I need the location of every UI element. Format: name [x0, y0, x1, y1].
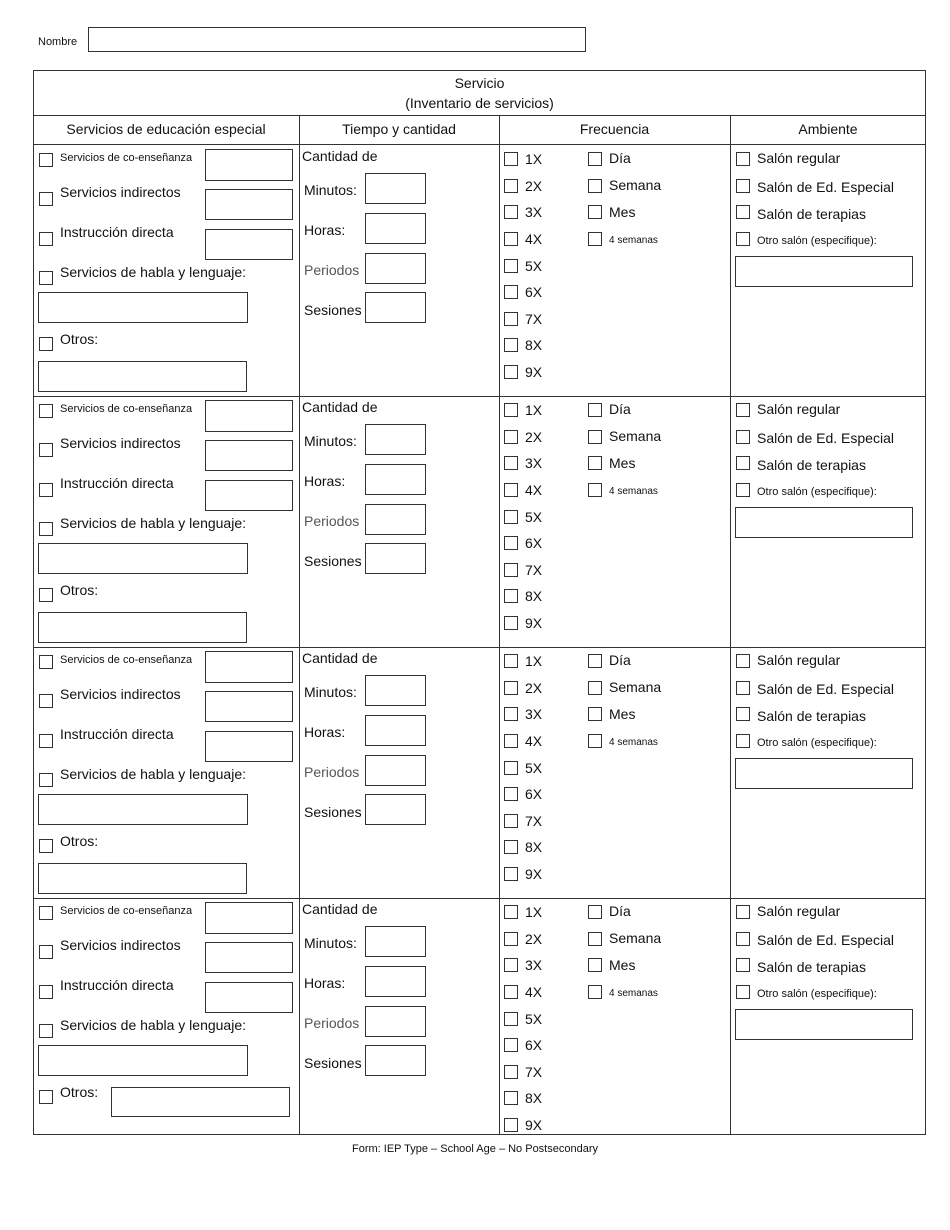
speech-checkbox[interactable]: [39, 522, 53, 536]
direct-input[interactable]: [205, 982, 293, 1013]
freq-9x-checkbox[interactable]: [504, 1118, 518, 1132]
unit-month-checkbox[interactable]: [588, 205, 602, 219]
freq-6x-label: 6X: [525, 284, 543, 300]
indirect-label: Servicios indirectos: [60, 184, 181, 200]
speech-label: Servicios de habla y lenguaje:: [60, 1017, 247, 1033]
unit-month-label: Mes: [609, 957, 636, 973]
coteaching-checkbox[interactable]: [39, 153, 53, 167]
service-block: [0, 899, 950, 1150]
setting-other-input[interactable]: [735, 758, 913, 789]
minutes-input[interactable]: [365, 926, 426, 957]
hours-label: Horas:: [304, 222, 346, 238]
sessions-label: Sesiones: [304, 553, 362, 569]
speech-checkbox[interactable]: [39, 1024, 53, 1038]
freq-7x-label: 7X: [525, 1064, 543, 1080]
amount-label: Cantidad de: [302, 901, 378, 917]
freq-5x-checkbox[interactable]: [504, 510, 518, 524]
freq-7x-checkbox[interactable]: [504, 312, 518, 326]
name-input[interactable]: [88, 27, 586, 52]
setting-regular-checkbox[interactable]: [736, 905, 750, 919]
freq-8x-checkbox[interactable]: [504, 1091, 518, 1105]
freq-1x-label: 1X: [525, 151, 543, 167]
indirect-input[interactable]: [205, 942, 293, 973]
minutes-label: Minutos:: [304, 684, 357, 700]
header-divider: [33, 115, 926, 116]
setting-other-input[interactable]: [735, 256, 913, 287]
column-header-setting: Ambiente: [798, 121, 858, 137]
setting-other-label: Otro salón (especifique):: [757, 486, 877, 498]
speech-label: Servicios de habla y lenguaje:: [60, 766, 247, 782]
setting-therapy-label: Salón de terapias: [757, 708, 866, 724]
direct-label: Instrucción directa: [60, 726, 174, 742]
freq-2x-checkbox[interactable]: [504, 681, 518, 695]
freq-9x-checkbox[interactable]: [504, 616, 518, 630]
freq-2x-checkbox[interactable]: [504, 430, 518, 444]
freq-2x-checkbox[interactable]: [504, 932, 518, 946]
freq-3x-checkbox[interactable]: [504, 958, 518, 972]
coteaching-checkbox[interactable]: [39, 655, 53, 669]
freq-6x-checkbox[interactable]: [504, 285, 518, 299]
column-header-time: Tiempo y cantidad: [342, 121, 456, 137]
setting-other-checkbox[interactable]: [736, 985, 750, 999]
unit-week-checkbox[interactable]: [588, 681, 602, 695]
direct-input[interactable]: [205, 480, 293, 511]
direct-input[interactable]: [205, 731, 293, 762]
freq-9x-label: 9X: [525, 1117, 543, 1133]
unit-week-checkbox[interactable]: [588, 932, 602, 946]
freq-9x-checkbox[interactable]: [504, 365, 518, 379]
freq-9x-label: 9X: [525, 866, 543, 882]
setting-sped-checkbox[interactable]: [736, 430, 750, 444]
setting-regular-checkbox[interactable]: [736, 152, 750, 166]
sessions-label: Sesiones: [304, 302, 362, 318]
setting-sped-label: Salón de Ed. Especial: [757, 179, 894, 195]
setting-regular-label: Salón regular: [757, 652, 841, 668]
periods-input[interactable]: [365, 1006, 426, 1037]
setting-sped-label: Salón de Ed. Especial: [757, 430, 894, 446]
others-checkbox[interactable]: [39, 1090, 53, 1104]
setting-sped-checkbox[interactable]: [736, 681, 750, 695]
coteaching-input[interactable]: [205, 651, 293, 683]
freq-7x-label: 7X: [525, 813, 543, 829]
freq-3x-checkbox[interactable]: [504, 456, 518, 470]
hours-label: Horas:: [304, 724, 346, 740]
setting-other-checkbox[interactable]: [736, 232, 750, 246]
speech-input[interactable]: [38, 292, 248, 323]
direct-checkbox[interactable]: [39, 734, 53, 748]
hours-label: Horas:: [304, 473, 346, 489]
setting-regular-label: Salón regular: [757, 903, 841, 919]
freq-1x-checkbox[interactable]: [504, 152, 518, 166]
freq-4x-label: 4X: [525, 231, 543, 247]
periods-label: Periodos: [304, 262, 360, 278]
freq-4x-checkbox[interactable]: [504, 483, 518, 497]
freq-8x-label: 8X: [525, 588, 543, 604]
sessions-input[interactable]: [365, 1045, 426, 1076]
freq-6x-checkbox[interactable]: [504, 1038, 518, 1052]
minutes-label: Minutos:: [304, 182, 357, 198]
setting-regular-label: Salón regular: [757, 401, 841, 417]
periods-label: Periodos: [304, 764, 360, 780]
speech-label: Servicios de habla y lenguaje:: [60, 264, 247, 280]
column-header-services: Servicios de educación especial: [66, 121, 266, 137]
unit-day-label: Día: [609, 401, 631, 417]
unit-4weeks-checkbox[interactable]: [588, 734, 602, 748]
hours-input[interactable]: [365, 213, 426, 244]
service-block: [0, 397, 950, 648]
direct-label: Instrucción directa: [60, 977, 174, 993]
minutes-input[interactable]: [365, 424, 426, 455]
coteaching-checkbox[interactable]: [39, 404, 53, 418]
column-header-frequency: Frecuencia: [579, 121, 650, 137]
freq-9x-label: 9X: [525, 615, 543, 631]
form-footer: Form: IEP Type – School Age – No Postsecondary: [351, 1143, 598, 1155]
others-input[interactable]: [38, 612, 247, 643]
unit-4weeks-label: 4 semanas: [609, 235, 658, 246]
unit-week-label: Semana: [609, 930, 662, 946]
sessions-input[interactable]: [365, 292, 426, 323]
freq-3x-label: 3X: [525, 957, 543, 973]
direct-checkbox[interactable]: [39, 985, 53, 999]
table-subtitle: (Inventario de servicios): [405, 95, 554, 111]
freq-9x-checkbox[interactable]: [504, 867, 518, 881]
coteaching-input[interactable]: [205, 400, 293, 432]
coteaching-input[interactable]: [205, 902, 293, 934]
amount-label: Cantidad de: [302, 650, 378, 666]
indirect-checkbox[interactable]: [39, 694, 53, 708]
unit-4weeks-checkbox[interactable]: [588, 985, 602, 999]
others-label: Otros:: [60, 582, 99, 598]
setting-sped-label: Salón de Ed. Especial: [757, 681, 894, 697]
direct-label: Instrucción directa: [60, 475, 174, 491]
coteaching-label: Servicios de co-enseñanza: [60, 403, 193, 415]
unit-day-checkbox[interactable]: [588, 403, 602, 417]
freq-3x-label: 3X: [525, 706, 543, 722]
setting-sped-checkbox[interactable]: [736, 179, 750, 193]
freq-1x-checkbox[interactable]: [504, 905, 518, 919]
freq-4x-label: 4X: [525, 482, 543, 498]
others-checkbox[interactable]: [39, 337, 53, 351]
freq-2x-checkbox[interactable]: [504, 179, 518, 193]
direct-checkbox[interactable]: [39, 483, 53, 497]
unit-4weeks-label: 4 semanas: [609, 486, 658, 497]
unit-4weeks-checkbox[interactable]: [588, 232, 602, 246]
freq-3x-label: 3X: [525, 455, 543, 471]
indirect-checkbox[interactable]: [39, 192, 53, 206]
freq-5x-checkbox[interactable]: [504, 1012, 518, 1026]
direct-checkbox[interactable]: [39, 232, 53, 246]
periods-label: Periodos: [304, 1015, 360, 1031]
indirect-label: Servicios indirectos: [60, 937, 181, 953]
freq-1x-checkbox[interactable]: [504, 654, 518, 668]
sessions-label: Sesiones: [304, 1055, 362, 1071]
freq-4x-label: 4X: [525, 733, 543, 749]
freq-6x-label: 6X: [525, 535, 543, 551]
setting-therapy-checkbox[interactable]: [736, 456, 750, 470]
freq-4x-checkbox[interactable]: [504, 734, 518, 748]
minutes-label: Minutos:: [304, 433, 357, 449]
amount-label: Cantidad de: [302, 399, 378, 415]
setting-other-input[interactable]: [735, 507, 913, 538]
unit-4weeks-label: 4 semanas: [609, 737, 658, 748]
periods-input[interactable]: [365, 755, 426, 786]
setting-regular-checkbox[interactable]: [736, 403, 750, 417]
indirect-input[interactable]: [205, 691, 293, 722]
speech-checkbox[interactable]: [39, 773, 53, 787]
unit-month-label: Mes: [609, 455, 636, 471]
periods-input[interactable]: [365, 504, 426, 535]
unit-day-checkbox[interactable]: [588, 905, 602, 919]
sessions-label: Sesiones: [304, 804, 362, 820]
setting-therapy-checkbox[interactable]: [736, 707, 750, 721]
unit-4weeks-checkbox[interactable]: [588, 483, 602, 497]
freq-5x-label: 5X: [525, 258, 543, 274]
unit-week-label: Semana: [609, 428, 662, 444]
setting-sped-label: Salón de Ed. Especial: [757, 932, 894, 948]
speech-label: Servicios de habla y lenguaje:: [60, 515, 247, 531]
setting-other-checkbox[interactable]: [736, 483, 750, 497]
unit-day-checkbox[interactable]: [588, 654, 602, 668]
unit-week-checkbox[interactable]: [588, 179, 602, 193]
hours-input[interactable]: [365, 464, 426, 495]
others-label: Otros:: [60, 331, 99, 347]
freq-4x-checkbox[interactable]: [504, 985, 518, 999]
freq-8x-label: 8X: [525, 1090, 543, 1106]
name-label: Nombre: [38, 36, 78, 48]
periods-input[interactable]: [365, 253, 426, 284]
unit-month-label: Mes: [609, 706, 636, 722]
freq-9x-label: 9X: [525, 364, 543, 380]
hours-label: Horas:: [304, 975, 346, 991]
others-input[interactable]: [111, 1087, 290, 1117]
setting-therapy-checkbox[interactable]: [736, 205, 750, 219]
others-label: Otros:: [60, 1084, 99, 1100]
setting-therapy-label: Salón de terapias: [757, 206, 866, 222]
coteaching-checkbox[interactable]: [39, 906, 53, 920]
others-checkbox[interactable]: [39, 839, 53, 853]
freq-7x-label: 7X: [525, 311, 543, 327]
freq-7x-checkbox[interactable]: [504, 563, 518, 577]
freq-5x-checkbox[interactable]: [504, 761, 518, 775]
setting-regular-checkbox[interactable]: [736, 654, 750, 668]
freq-7x-checkbox[interactable]: [504, 1065, 518, 1079]
freq-6x-label: 6X: [525, 786, 543, 802]
unit-week-label: Semana: [609, 177, 662, 193]
direct-label: Instrucción directa: [60, 224, 174, 240]
unit-week-checkbox[interactable]: [588, 430, 602, 444]
indirect-checkbox[interactable]: [39, 443, 53, 457]
column-header-divider: [33, 144, 926, 145]
freq-3x-checkbox[interactable]: [504, 205, 518, 219]
setting-therapy-label: Salón de terapias: [757, 959, 866, 975]
unit-day-label: Día: [609, 150, 631, 166]
coteaching-input[interactable]: [205, 149, 293, 181]
hours-input[interactable]: [365, 966, 426, 997]
speech-input[interactable]: [38, 1045, 248, 1076]
hours-input[interactable]: [365, 715, 426, 746]
freq-8x-checkbox[interactable]: [504, 589, 518, 603]
others-input[interactable]: [38, 361, 247, 392]
unit-day-label: Día: [609, 652, 631, 668]
freq-1x-label: 1X: [525, 653, 543, 669]
freq-2x-label: 2X: [525, 178, 543, 194]
freq-5x-label: 5X: [525, 760, 543, 776]
speech-checkbox[interactable]: [39, 271, 53, 285]
amount-label: Cantidad de: [302, 148, 378, 164]
minutes-input[interactable]: [365, 675, 426, 706]
setting-sped-checkbox[interactable]: [736, 932, 750, 946]
setting-therapy-checkbox[interactable]: [736, 958, 750, 972]
unit-month-checkbox[interactable]: [588, 958, 602, 972]
minutes-input[interactable]: [365, 173, 426, 204]
coteaching-label: Servicios de co-enseñanza: [60, 905, 193, 917]
freq-2x-label: 2X: [525, 680, 543, 696]
coteaching-label: Servicios de co-enseñanza: [60, 152, 193, 164]
setting-other-label: Otro salón (especifique):: [757, 988, 877, 1000]
freq-8x-label: 8X: [525, 839, 543, 855]
freq-7x-checkbox[interactable]: [504, 814, 518, 828]
setting-other-input[interactable]: [735, 1009, 913, 1040]
freq-5x-checkbox[interactable]: [504, 259, 518, 273]
indirect-input[interactable]: [205, 189, 293, 220]
direct-input[interactable]: [205, 229, 293, 260]
service-block: [0, 146, 950, 397]
table-title: Servicio: [454, 75, 505, 91]
sessions-input[interactable]: [365, 543, 426, 574]
freq-2x-label: 2X: [525, 429, 543, 445]
unit-day-label: Día: [609, 903, 631, 919]
freq-1x-checkbox[interactable]: [504, 403, 518, 417]
setting-other-label: Otro salón (especifique):: [757, 737, 877, 749]
unit-month-label: Mes: [609, 204, 636, 220]
unit-day-checkbox[interactable]: [588, 152, 602, 166]
others-checkbox[interactable]: [39, 588, 53, 602]
unit-month-checkbox[interactable]: [588, 456, 602, 470]
others-input[interactable]: [38, 863, 247, 894]
freq-8x-checkbox[interactable]: [504, 840, 518, 854]
freq-1x-label: 1X: [525, 402, 543, 418]
setting-other-label: Otro salón (especifique):: [757, 235, 877, 247]
indirect-input[interactable]: [205, 440, 293, 471]
unit-week-label: Semana: [609, 679, 662, 695]
periods-label: Periodos: [304, 513, 360, 529]
freq-8x-label: 8X: [525, 337, 543, 353]
setting-therapy-label: Salón de terapias: [757, 457, 866, 473]
speech-input[interactable]: [38, 794, 248, 825]
indirect-label: Servicios indirectos: [60, 435, 181, 451]
others-label: Otros:: [60, 833, 99, 849]
freq-6x-checkbox[interactable]: [504, 536, 518, 550]
freq-3x-checkbox[interactable]: [504, 707, 518, 721]
freq-1x-label: 1X: [525, 904, 543, 920]
freq-5x-label: 5X: [525, 1011, 543, 1027]
freq-2x-label: 2X: [525, 931, 543, 947]
indirect-label: Servicios indirectos: [60, 686, 181, 702]
service-block: [0, 648, 950, 899]
freq-5x-label: 5X: [525, 509, 543, 525]
freq-3x-label: 3X: [525, 204, 543, 220]
sessions-input[interactable]: [365, 794, 426, 825]
speech-input[interactable]: [38, 543, 248, 574]
freq-6x-checkbox[interactable]: [504, 787, 518, 801]
unit-4weeks-label: 4 semanas: [609, 988, 658, 999]
freq-6x-label: 6X: [525, 1037, 543, 1053]
freq-4x-checkbox[interactable]: [504, 232, 518, 246]
unit-month-checkbox[interactable]: [588, 707, 602, 721]
freq-8x-checkbox[interactable]: [504, 338, 518, 352]
indirect-checkbox[interactable]: [39, 945, 53, 959]
freq-4x-label: 4X: [525, 984, 543, 1000]
setting-other-checkbox[interactable]: [736, 734, 750, 748]
coteaching-label: Servicios de co-enseñanza: [60, 654, 193, 666]
minutes-label: Minutos:: [304, 935, 357, 951]
setting-regular-label: Salón regular: [757, 150, 841, 166]
freq-7x-label: 7X: [525, 562, 543, 578]
